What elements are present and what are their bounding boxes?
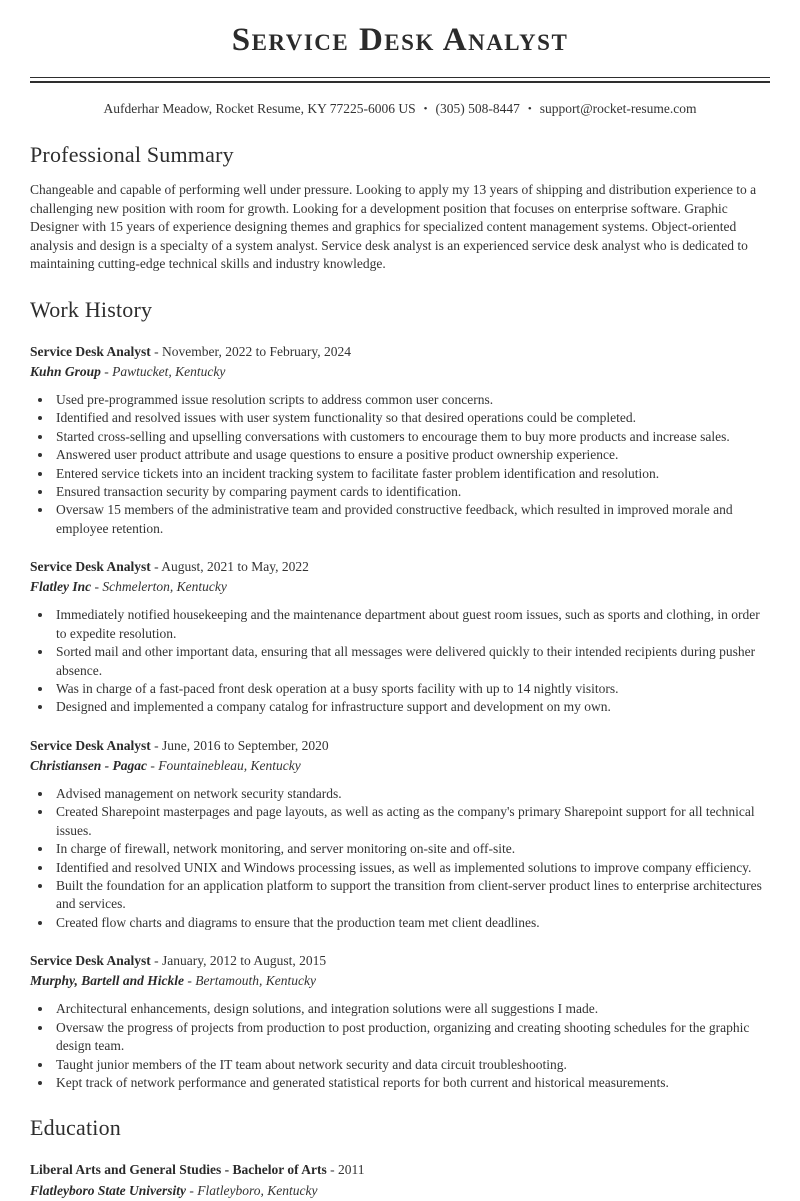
section-heading-work-history: Work History [30, 296, 153, 322]
education-location: Flatleyboro, Kentucky [197, 1182, 318, 1198]
job-company: Flatley Inc [30, 579, 92, 595]
separator-dash: - [94, 579, 99, 595]
job-company-line [30, 362, 770, 382]
contact-phone: (305) 508-8447 [435, 101, 520, 117]
job-bullet: • Was in charge of a fast-paced front desk operation at a busy sports facility with up to 14 nightly visitors. [53, 680, 770, 698]
job-entry [30, 342, 770, 538]
contact-address: Aufderhar Meadow, Rocket Resume, KY 77225-6006 US [103, 101, 416, 117]
job-bullet: • Entered service tickets into an incident tracking system to facilitate faster problem identification and resolution. [53, 465, 770, 483]
job-bullet: • Ensured transaction security by comparing payment cards to identification. [53, 483, 770, 501]
separator-dash: - [154, 343, 159, 359]
professional-summary-text: Changeable and capable of performing well under pressure. Looking to apply my 13 years of shipping and distribution experience to a challenging new position with room for growth. Looking for a development position that focuses on enterprise software. Graphic Designer with 15 years of experience designing themes and graphics for specialized content management systems. Object-oriented analysis and design is a specialty of a system analyst. Service desk analyst is an experienced service desk analyst who is dedicated to maintaining cutting-edge technical skills and industry knowledge. [30, 182, 757, 272]
job-title: Service Desk Analyst [30, 343, 151, 359]
job-company-line [30, 756, 770, 776]
job-bullet: • In charge of firewall, network monitoring, and server monitoring on-site and off-site. [53, 840, 770, 858]
resume-title: Service Desk Analyst [231, 22, 569, 58]
job-location: Schmelerton, Kentucky [102, 579, 227, 595]
job-bullet: • Architectural enhancements, design solutions, and integration solutions were all suggestions I made. [53, 1000, 770, 1018]
job-bullet-list [30, 785, 770, 932]
job-title: Service Desk Analyst [30, 558, 151, 574]
job-bullet-list [30, 1000, 770, 1092]
job-bullet: • Sorted mail and other important data, ensuring that all messages were delivered quickly to their intended recipients during pusher absence. [53, 643, 770, 680]
contact-email: support@rocket-resume.com [539, 101, 697, 117]
job-bullet: • Taught junior members of the IT team about network security and data circuit troubleshooting. [53, 1056, 770, 1074]
job-dates: August, 2021 to May, 2022 [161, 558, 309, 574]
job-header [30, 557, 770, 577]
job-title: Service Desk Analyst [30, 737, 151, 753]
job-header [30, 736, 770, 756]
job-bullet: • Identified and resolved issues with user system functionality so that desired operations could be completed. [53, 409, 770, 427]
job-bullet: • Started cross-selling and upselling conversations with customers to encourage them to buy more products and increase sales. [53, 428, 770, 446]
job-dates: June, 2016 to September, 2020 [162, 737, 329, 753]
separator-dash: - [154, 558, 159, 574]
separator-dash: - [330, 1162, 335, 1178]
separator-dash: - [189, 1182, 194, 1198]
job-company: Murphy, Bartell and Hickle [30, 973, 185, 989]
job-location: Bertamouth, Kentucky [195, 973, 316, 989]
separator-dash: - [104, 363, 109, 379]
section-heading-professional-summary: Professional Summary [30, 142, 234, 168]
contact-separator-dot: • [423, 103, 428, 116]
job-bullet: • Created Sharepoint masterpages and page layouts, as well as acting as the company's primary Sharepoint support for all technical issues. [53, 803, 770, 840]
contact-line [30, 100, 770, 119]
job-company: Kuhn Group [30, 363, 101, 379]
job-header [30, 342, 770, 362]
contact-separator-dot: • [527, 103, 532, 116]
job-location: Fountainebleau, Kentucky [158, 757, 301, 773]
job-bullet: • Advised management on network security standards. [53, 785, 770, 803]
job-bullet: • Created flow charts and diagrams to ensure that the production team met client deadlines. [53, 914, 770, 932]
education-entry [30, 1160, 770, 1201]
job-dates: January, 2012 to August, 2015 [162, 952, 327, 968]
separator-dash: - [150, 757, 155, 773]
job-bullet: • Identified and resolved UNIX and Windows processing issues, as well as implemented solutions to improve company efficiency. [53, 859, 770, 877]
job-location: Pawtucket, Kentucky [112, 363, 226, 379]
job-dates: November, 2022 to February, 2024 [162, 343, 352, 359]
job-company-line [30, 971, 770, 991]
education-year: 2011 [338, 1162, 365, 1178]
job-entry [30, 736, 770, 932]
job-bullet-list [30, 391, 770, 538]
job-bullet: • Oversaw the progress of projects from production to post production, organizing and creating shooting schedules for the graphic design team. [53, 1019, 770, 1056]
section-heading-education: Education [30, 1115, 121, 1141]
job-bullet: • Designed and implemented a company catalog for infrastructure support and development on my own. [53, 698, 770, 716]
job-bullet: • Built the foundation for an application platform to support the transition from client-server product lines to enterprise architectures and services. [53, 877, 770, 914]
job-title: Service Desk Analyst [30, 952, 151, 968]
job-bullet: • Used pre-programmed issue resolution scripts to address common user concerns. [53, 391, 770, 409]
job-entry [30, 951, 770, 1092]
education-school-line [30, 1181, 770, 1201]
job-bullet: • Kept track of network performance and generated statistical reports for both current and historical measurements. [53, 1074, 770, 1092]
job-bullet: • Immediately notified housekeeping and the maintenance department about guest room issues, such as sports and clothing, in order to expedite resolution. [53, 606, 770, 643]
education-degree: Liberal Arts and General Studies - Bachelor of Arts [30, 1162, 327, 1178]
separator-dash: - [187, 973, 192, 989]
job-company-line [30, 577, 770, 597]
job-bullet: • Answered user product attribute and usage questions to ensure a positive product ownership experience. [53, 446, 770, 464]
education-degree-line [30, 1160, 770, 1180]
job-bullet-list [30, 606, 770, 716]
education-school: Flatleyboro State University [30, 1182, 186, 1198]
job-header [30, 951, 770, 971]
separator-dash: - [154, 952, 159, 968]
separator-dash: - [154, 737, 159, 753]
job-entry [30, 557, 770, 717]
job-bullet: • Oversaw 15 members of the administrative team and provided constructive feedback, which resulted in improved morale and employee retention. [53, 501, 770, 538]
header-divider [30, 77, 770, 83]
job-company: Christiansen - Pagac [30, 757, 148, 773]
